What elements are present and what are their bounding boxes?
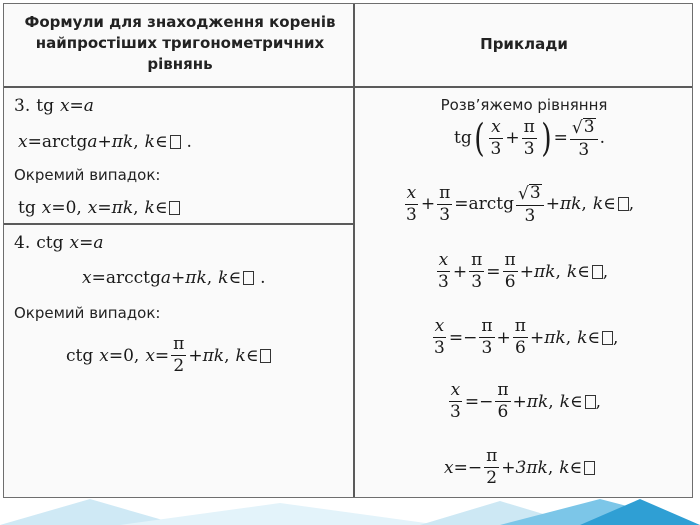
- integer-set-icon: [170, 135, 181, 149]
- integer-set-icon: [260, 349, 271, 363]
- formula-3-special: tg x = 0 , x = πk , k ∈: [18, 198, 180, 218]
- formula-3-solution: x = arctg a + πk , k ∈ .: [18, 132, 192, 152]
- header-divider: [4, 86, 692, 88]
- bottom-decoration: [0, 497, 700, 525]
- example-equation: tg ( $\frac{x}{3}$ + $\frac{\pi}{3}$ ) = √ 3 3 .: [454, 116, 605, 161]
- header-formulas: Формули для знаходження коренів найпростіших тригонометричних рівнянь: [24, 13, 336, 73]
- formula-4-special: ctg x = 0 , x = $\frac{\pi}{2}$ + πk , k ∈: [66, 336, 271, 375]
- example-step-1: $\frac{x}{3}$ + $\frac{\pi}{3}$ = arctg √ 3 3 + πk , k ∈ ,: [406, 182, 635, 226]
- example-step-2: $\frac{x}{3}$ + $\frac{\pi}{3}$ = $\frac{\pi}{6}$ + πk , k ∈ ,: [438, 250, 609, 292]
- special-case-label-3: Окремий випадок:: [14, 166, 161, 184]
- header-examples: Приклади: [480, 35, 568, 53]
- formula-table: [3, 3, 693, 498]
- formula-4-solution: x = arcctg a + πk , k ∈ .: [82, 268, 266, 288]
- example-step-4: $\frac{x}{3}$ = − $\frac{\pi}{6}$ + πk , k ∈ ,: [450, 380, 601, 422]
- example-step-3: $\frac{x}{3}$ = − $\frac{\pi}{3}$ + $\frac{\pi}{6}$ + πk , k ∈ ,: [434, 316, 619, 358]
- row-divider: [4, 223, 353, 225]
- example-answer: x = − $\frac{\pi}{2}$ + 3πk , k ∈: [444, 448, 595, 487]
- integer-set-icon: [169, 201, 180, 215]
- fraction-pi-over-2: $\frac{\pi}{2}$: [173, 334, 185, 376]
- integer-set-icon: [243, 271, 254, 285]
- special-case-label-4: Окремий випадок:: [14, 304, 161, 322]
- integer-set-icon: [592, 265, 603, 279]
- formula-3-equation: 3. tg x = a: [14, 96, 94, 116]
- formula-4-equation: 4. ctg x = a: [14, 233, 104, 253]
- integer-set-icon: [584, 461, 595, 475]
- integer-set-icon: [585, 395, 596, 409]
- integer-set-icon: [602, 331, 613, 345]
- column-divider: [353, 4, 355, 497]
- integer-set-icon: [618, 197, 629, 211]
- examples-title: Розв’яжемо рівняння: [440, 96, 608, 114]
